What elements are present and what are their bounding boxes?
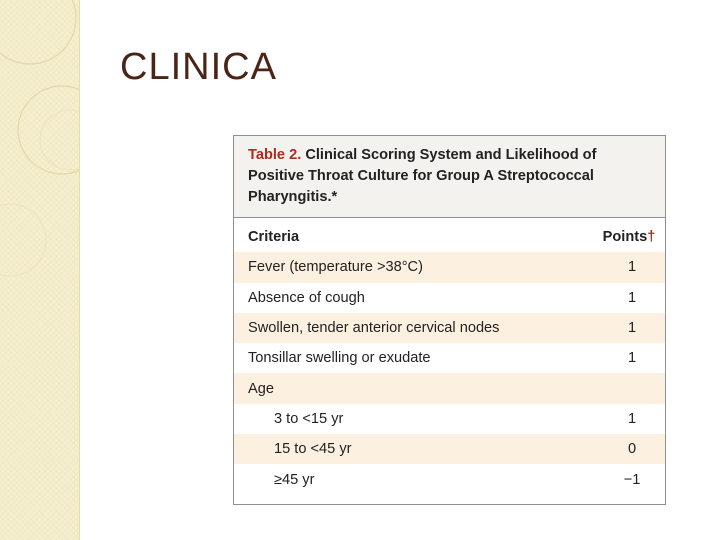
table-header-row <box>234 222 665 252</box>
criterion-label: Fever (temperature >38°C) <box>248 259 423 276</box>
points-header <box>599 222 665 252</box>
points-value: 1 <box>627 320 637 337</box>
points-header-label: Points <box>602 229 648 246</box>
points-value: 1 <box>627 350 637 367</box>
scoring-table <box>233 135 666 505</box>
table-caption-text: Clinical Scoring System and Likelihood of Positive Throat Culture for Group A Streptococcal Pharyngitis.* <box>248 147 597 205</box>
points-value: 1 <box>627 410 637 427</box>
criterion-label: Age <box>248 380 274 397</box>
criterion-label: Tonsillar swelling or exudate <box>248 350 431 367</box>
points-value: −1 <box>623 471 641 488</box>
decorative-circles <box>0 0 79 540</box>
table-row <box>234 283 665 313</box>
criterion-label: Swollen, tender anterior cervical nodes <box>248 320 500 337</box>
points-footnote-mark: † <box>647 229 656 246</box>
table-row <box>234 404 665 434</box>
points-value: 0 <box>627 441 637 458</box>
points-value: 1 <box>627 289 637 306</box>
table-row <box>234 252 665 282</box>
criteria-table <box>234 222 665 495</box>
decorative-side-band <box>0 0 80 540</box>
table-number: Table 2. <box>248 147 302 163</box>
points-value: 1 <box>627 259 637 276</box>
table-row <box>234 434 665 464</box>
points-value <box>599 373 665 403</box>
criterion-label: Absence of cough <box>248 289 365 306</box>
table-row <box>234 373 665 403</box>
slide-title: CLINICA <box>120 46 277 88</box>
criterion-label: 15 to <45 yr <box>274 441 352 458</box>
criterion-label: ≥45 yr <box>274 471 315 488</box>
table-row <box>234 313 665 343</box>
criteria-header: Criteria <box>248 229 300 246</box>
table-row <box>234 464 665 494</box>
table-row <box>234 343 665 373</box>
table-caption <box>234 136 665 218</box>
criterion-label: 3 to <15 yr <box>274 410 344 427</box>
